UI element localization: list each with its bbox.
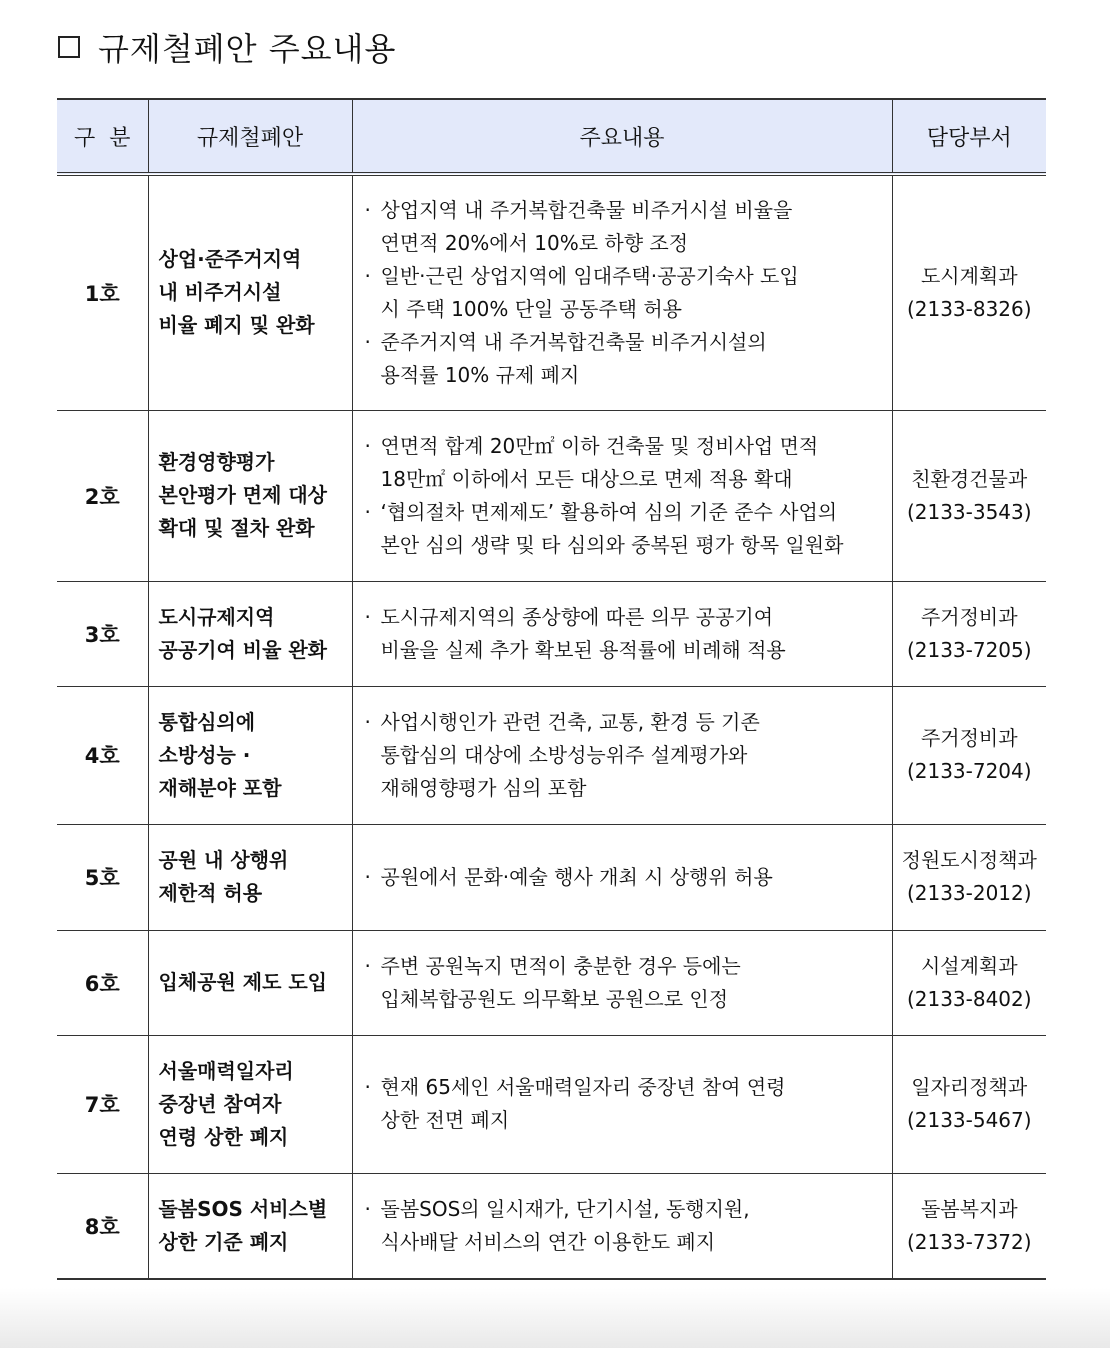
proposal-name-line: 상한 기준 폐지 <box>158 1229 289 1254</box>
header-category: 구 분 <box>57 99 148 174</box>
department-phone: (2133-7372) <box>906 1229 1032 1254</box>
table-row <box>57 1173 1046 1279</box>
content-bullet <box>365 1193 886 1259</box>
content-cell <box>352 1035 892 1173</box>
department-cell <box>892 410 1046 581</box>
proposal-name-line: 비율 폐지 및 완화 <box>158 313 315 338</box>
table-row <box>57 1035 1046 1173</box>
department-name: 주거정비과 <box>920 604 1018 629</box>
proposal-name-line: 공원 내 상행위 <box>158 848 289 872</box>
department-cell <box>892 686 1046 824</box>
content-line: ‘협의절차 면제제도’ 활용하여 심의 기준 준수 사업의 <box>380 499 838 524</box>
bullet-dot-icon: · <box>364 709 371 734</box>
table-row <box>57 686 1046 824</box>
content-line: 상한 전면 폐지 <box>380 1108 510 1132</box>
table-row <box>57 824 1046 930</box>
content-bullet <box>365 950 886 1016</box>
proposal-name-line: 통합심의에 <box>158 709 256 734</box>
proposal-name-line: 돌봄SOS 서비스별 <box>158 1196 328 1221</box>
department-name: 시설계획과 <box>920 953 1018 978</box>
department-phone: (2133-3543) <box>906 499 1032 524</box>
content-line: 일반·근린 상업지역에 임대주택·공공기숙사 도입 <box>380 263 799 288</box>
proposal-name-line: 연령 상한 폐지 <box>158 1124 289 1149</box>
proposal-name-line: 공공기여 비율 완화 <box>158 637 327 662</box>
content-cell <box>352 686 892 824</box>
department-cell <box>892 581 1046 686</box>
bullet-dot-icon: · <box>364 604 371 629</box>
proposal-name <box>148 686 352 824</box>
content-line: 18만㎡ 이하에서 모든 대상으로 면제 적용 확대 <box>380 466 793 491</box>
content-line: 도시규제지역의 종상향에 따른 의무 공공기여 <box>380 604 774 629</box>
department-name: 돌봄복지과 <box>920 1196 1018 1221</box>
department-name: 주거정비과 <box>920 726 1018 750</box>
regulation-table <box>57 98 1046 1280</box>
proposal-name-line: 중장년 참여자 <box>158 1091 282 1116</box>
bottom-shadow <box>0 1288 1110 1348</box>
row-number: 7호 <box>57 1035 148 1173</box>
bullet-dot-icon: · <box>364 329 371 354</box>
bullet-dot-icon: · <box>364 499 371 524</box>
proposal-name <box>148 930 352 1035</box>
table-row <box>57 174 1046 410</box>
department-cell <box>892 1035 1046 1173</box>
content-cell <box>352 824 892 930</box>
content-line: 통합심의 대상에 소방성능위주 설계평가와 <box>380 742 748 767</box>
bullet-dot-icon: · <box>364 197 371 222</box>
bullet-dot-icon: · <box>364 1196 371 1221</box>
department-phone: (2133-7204) <box>906 759 1032 783</box>
department-name: 정원도시정책과 <box>901 848 1037 872</box>
department-name: 친환경건물과 <box>911 466 1028 491</box>
bullet-dot-icon: · <box>364 864 371 889</box>
content-bullet <box>365 194 886 260</box>
header-proposal: 규제철폐안 <box>148 99 352 174</box>
proposal-name-line: 상업·준주거지역 <box>158 247 302 272</box>
content-bullet <box>365 496 886 562</box>
square-bullet-icon <box>58 36 80 58</box>
content-bullet <box>365 1071 886 1137</box>
bullet-dot-icon: · <box>364 953 371 978</box>
content-cell <box>352 930 892 1035</box>
content-line: 재해영향평가 심의 포함 <box>380 775 587 800</box>
proposal-name <box>148 1035 352 1173</box>
department-phone: (2133-8402) <box>906 986 1032 1011</box>
department-name: 일자리정책과 <box>911 1075 1028 1099</box>
proposal-name <box>148 581 352 686</box>
content-cell <box>352 581 892 686</box>
bullet-dot-icon: · <box>364 433 371 458</box>
content-bullet <box>365 430 886 496</box>
content-line: 식사배달 서비스의 연간 이용한도 폐지 <box>380 1229 716 1254</box>
content-line: 비율을 실제 추가 확보된 용적률에 비례해 적용 <box>380 637 786 662</box>
proposal-name <box>148 410 352 581</box>
table-header-row <box>57 99 1046 174</box>
content-line: 주변 공원녹지 면적이 충분한 경우 등에는 <box>380 953 741 978</box>
page-title-text: 규제철폐안 주요내용 <box>98 30 397 68</box>
content-cell <box>352 410 892 581</box>
content-bullet <box>365 601 886 667</box>
row-number: 2호 <box>57 410 148 581</box>
department-cell <box>892 174 1046 410</box>
content-line: 입체복합공원도 의무확보 공원으로 인정 <box>380 986 729 1011</box>
row-number: 6호 <box>57 930 148 1035</box>
content-bullet <box>365 861 886 894</box>
row-number: 8호 <box>57 1173 148 1279</box>
content-cell <box>352 1173 892 1279</box>
department-cell <box>892 930 1046 1035</box>
content-line: 연면적 20%에서 10%로 하향 조정 <box>380 230 689 255</box>
department-phone: (2133-5467) <box>906 1108 1032 1132</box>
row-number: 3호 <box>57 581 148 686</box>
content-bullet <box>365 706 886 805</box>
proposal-name-line: 서울매력일자리 <box>158 1058 294 1083</box>
content-line: 돌봄SOS의 일시재가, 단기시설, 동행지원, <box>380 1196 750 1221</box>
content-line: 준주거지역 내 주거복합건축물 비주거시설의 <box>380 329 767 354</box>
proposal-name <box>148 174 352 410</box>
bullet-dot-icon: · <box>364 263 371 288</box>
proposal-name-line: 환경영향평가 <box>158 450 275 474</box>
department-name: 도시계획과 <box>920 263 1018 288</box>
proposal-name <box>148 824 352 930</box>
content-line: 현재 65세인 서울매력일자리 중장년 참여 연령 <box>380 1075 786 1099</box>
row-number: 5호 <box>57 824 148 930</box>
content-bullet <box>365 326 886 392</box>
department-phone: (2133-8326) <box>906 296 1032 321</box>
department-phone: (2133-7205) <box>906 637 1032 662</box>
content-line: 본안 심의 생략 및 타 심의와 중복된 평가 항목 일원화 <box>380 532 844 557</box>
content-line: 공원에서 문화·예술 행사 개최 시 상행위 허용 <box>380 864 773 889</box>
row-number: 4호 <box>57 686 148 824</box>
proposal-name-line: 확대 및 절차 완화 <box>158 516 315 540</box>
header-content: 주요내용 <box>352 99 892 174</box>
department-phone: (2133-2012) <box>906 881 1032 905</box>
proposal-name-line: 제한적 허용 <box>158 881 263 905</box>
table-row <box>57 410 1046 581</box>
proposal-name-line: 도시규제지역 <box>158 604 275 629</box>
proposal-name-line: 소방성능 · <box>158 742 251 767</box>
department-cell <box>892 1173 1046 1279</box>
page-title <box>58 24 396 70</box>
proposal-name-line: 재해분야 포함 <box>158 775 282 800</box>
table-row <box>57 581 1046 686</box>
content-cell <box>352 174 892 410</box>
proposal-name-line: 입체공원 제도 도입 <box>158 970 327 994</box>
row-number: 1호 <box>57 174 148 410</box>
content-line: 시 주택 100% 단일 공동주택 허용 <box>380 296 682 321</box>
department-cell <box>892 824 1046 930</box>
header-department: 담당부서 <box>892 99 1046 174</box>
table-row <box>57 930 1046 1035</box>
content-line: 연면적 합계 20만㎡ 이하 건축물 및 정비사업 면적 <box>380 433 819 458</box>
proposal-name <box>148 1173 352 1279</box>
content-bullet <box>365 260 886 326</box>
proposal-name-line: 내 비주거시설 <box>158 280 282 305</box>
content-line: 상업지역 내 주거복합건축물 비주거시설 비율을 <box>380 197 793 222</box>
content-line: 용적률 10% 규제 폐지 <box>380 362 580 387</box>
proposal-name-line: 본안평가 면제 대상 <box>158 483 327 507</box>
bullet-dot-icon: · <box>364 1075 371 1099</box>
content-line: 사업시행인가 관련 건축, 교통, 환경 등 기존 <box>380 709 760 734</box>
